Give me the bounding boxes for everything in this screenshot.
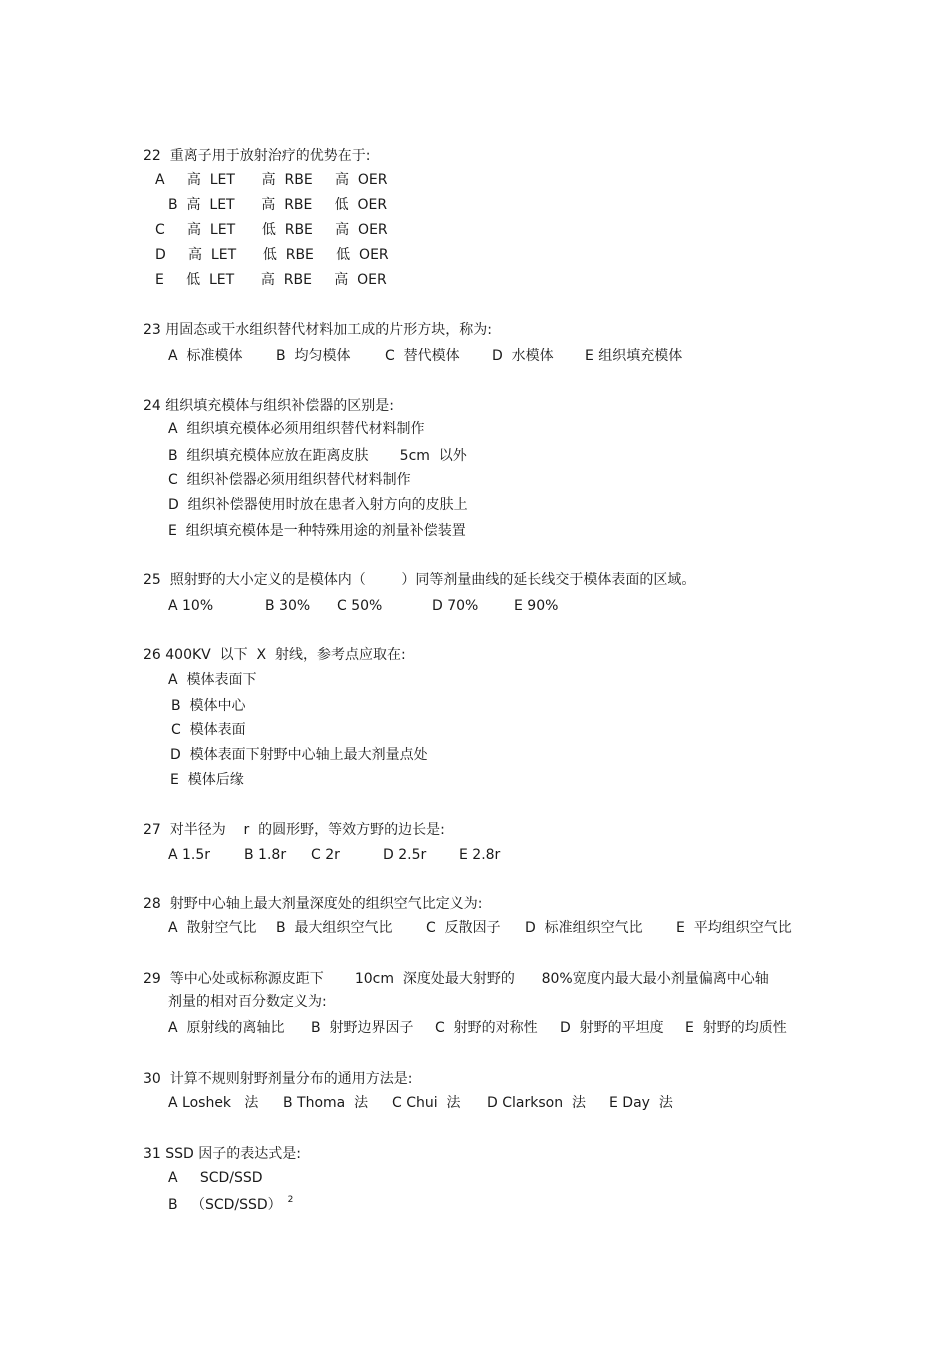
question-29-option-e: E 射野的均质性 <box>685 1020 787 1036</box>
question-23-option-c: C 替代模体 <box>385 348 460 364</box>
question-24-option-b: B 组织填充模体应放在距离皮肤 5cm 以外 <box>168 448 467 464</box>
question-29-stem: 29 等中心处或标称源皮距下 10cm 深度处最大射野的 80%宽度内最大最小剂量偏离中心轴 <box>143 971 769 987</box>
question-24-option-d: D 组织补偿器使用时放在患者入射方向的皮肤上 <box>168 497 468 513</box>
question-28-option-d: D 标准组织空气比 <box>525 920 643 936</box>
question-25-option-e: E 90% <box>514 598 559 614</box>
question-25-option-b: B 30% <box>265 598 311 614</box>
question-22-option-e: E 低 LET 高 RBE 高 OER <box>155 272 387 288</box>
question-30-option-c: C Chui 法 <box>392 1095 461 1111</box>
question-26-option-c: C 模体表面 <box>171 722 246 738</box>
question-28-stem: 28 射野中心轴上最大剂量深度处的组织空气比定义为: <box>143 896 483 912</box>
question-26-option-d: D 模体表面下射野中心轴上最大剂量点处 <box>170 747 428 763</box>
question-28-option-e: E 平均组织空气比 <box>676 920 792 936</box>
question-27-option-a: A 1.5r <box>168 847 211 863</box>
question-31-option-b <box>168 1196 293 1216</box>
question-30-option-a: A Loshek 法 <box>168 1095 259 1111</box>
question-29-option-c: C 射野的对称性 <box>435 1020 538 1036</box>
question-26-option-a: A 模体表面下 <box>168 672 257 688</box>
question-31-stem: 31 SSD 因子的表达式是: <box>143 1146 301 1162</box>
question-30-stem: 30 计算不规则射野剂量分布的通用方法是: <box>143 1071 413 1087</box>
question-23-option-b: B 均匀模体 <box>276 348 351 364</box>
superscript-exponent: 2 <box>287 1195 294 1205</box>
question-22-stem: 22 重离子用于放射治疗的优势在于: <box>143 148 371 164</box>
question-22-option-a: A 高 LET 高 RBE 高 OER <box>155 172 388 188</box>
question-22-option-b: B 高 LET 高 RBE 低 OER <box>168 197 388 213</box>
question-22-option-c: C 高 LET 低 RBE 高 OER <box>155 222 388 238</box>
question-27-option-e: E 2.8r <box>459 847 501 863</box>
question-23-stem: 23 用固态或干水组织替代材料加工成的片形方块，称为: <box>143 322 492 338</box>
question-24-option-c: C 组织补偿器必须用组织替代材料制作 <box>168 472 411 488</box>
question-30-option-b: B Thoma 法 <box>283 1095 369 1111</box>
question-25-option-a: A 10% <box>168 598 214 614</box>
question-26-option-e: E 模体后缘 <box>170 772 244 788</box>
question-24-stem: 24 组织填充模体与组织补偿器的区别是: <box>143 398 394 414</box>
question-27-option-b: B 1.8r <box>244 847 287 863</box>
question-23-option-e: E 组织填充模体 <box>585 348 683 364</box>
question-25-option-d: D 70% <box>432 598 479 614</box>
question-27-option-d: D 2.5r <box>383 847 427 863</box>
question-24-option-e: E 组织填充模体是一种特殊用途的剂量补偿装置 <box>168 523 466 539</box>
question-22-option-d: D 高 LET 低 RBE 低 OER <box>155 247 389 263</box>
question-30-option-d: D Clarkson 法 <box>487 1095 586 1111</box>
question-27-stem: 27 对半径为 r 的圆形野，等效方野的边长是: <box>143 822 445 838</box>
question-26-option-b: B 模体中心 <box>171 698 246 714</box>
question-27-option-c: C 2r <box>311 847 340 863</box>
question-28-option-b: B 最大组织空气比 <box>276 920 393 936</box>
question-28-option-c: C 反散因子 <box>426 920 501 936</box>
question-28-option-a: A 散射空气比 <box>168 920 257 936</box>
question-29-option-b: B 射野边界因子 <box>311 1020 414 1036</box>
question-31-option-a: A SCD/SSD <box>168 1170 263 1186</box>
question-30-option-e: E Day 法 <box>609 1095 673 1111</box>
question-24-option-a: A 组织填充模体必须用组织替代材料制作 <box>168 421 425 437</box>
question-31-option-b-text: B （SCD/SSD） <box>168 1197 282 1213</box>
question-25-option-c: C 50% <box>337 598 383 614</box>
question-29-stem-continued: 剂量的相对百分数定义为: <box>168 994 327 1010</box>
question-29-option-a: A 原射线的离轴比 <box>168 1020 285 1036</box>
question-25-stem: 25 照射野的大小定义的是模体内（ ）同等剂量曲线的延长线交于模体表面的区域。 <box>143 572 696 588</box>
question-23-option-a: A 标准模体 <box>168 348 243 364</box>
question-23-option-d: D 水模体 <box>492 348 554 364</box>
question-29-option-d: D 射野的平坦度 <box>560 1020 664 1036</box>
question-26-stem: 26 400KV 以下 X 射线，参考点应取在: <box>143 647 406 663</box>
